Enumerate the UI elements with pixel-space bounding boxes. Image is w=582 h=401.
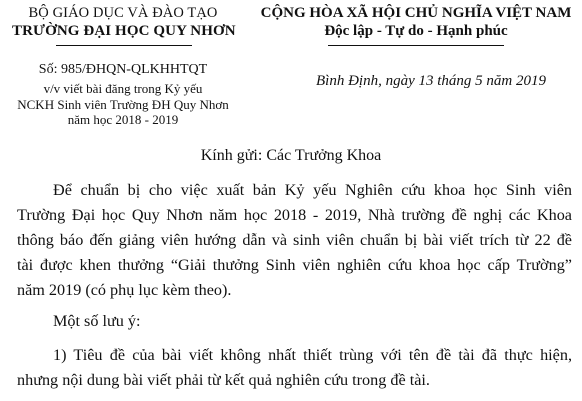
paragraph-line: tài được khen thưởng “Giải thưởng Sinh viên nghiên cứu khoa học cấp Trường” [17,256,572,274]
university-name: TRƯỜNG ĐẠI HỌC QUY NHƠN [12,23,236,39]
republic-name: CỘNG HÒA XÃ HỘI CHỦ NGHĨA VIỆT NAM [260,5,572,21]
national-motto: Độc lập - Tự do - Hạnh phúc [324,23,508,39]
document-subject [12,81,234,128]
university-underline [56,45,192,46]
note-line: nhưng nội dung bài viết phải từ kết quả nghiên cứu trong đề tài. [17,371,430,389]
paragraph-line: năm 2019 (có phụ lục kèm theo). [17,281,232,299]
paragraph-line: Để chuẩn bị cho việc xuất bản Kỷ yếu Nghiên cứu khoa học Sinh viên [53,181,572,199]
motto-underline [328,45,504,46]
subject-line: năm học 2018 - 2019 [67,112,179,127]
salutation: Kính gửi: Các Trưởng Khoa [200,147,382,164]
subject-line: v/v viết bài đăng trong Kỷ yếu [43,81,203,96]
paragraph-line: thông báo đến giảng viên hướng dẫn và sinh viên chuẩn bị bài viết trích từ 22 đề [17,231,572,249]
subject-line: NCKH Sinh viên Trường ĐH Quy Nhơn [17,96,229,112]
note-line: 1) Tiêu đề của bài viết không nhất thiết trùng với tên đề tài đã thực hiện, [53,346,572,364]
document-number: Số: 985/ĐHQN-QLKHHTQT [38,62,208,77]
date-line: Bình Định, ngày 13 tháng 5 năm 2019 [316,73,546,89]
ministry-name: BỘ GIÁO DỤC VÀ ĐÀO TẠO [28,5,218,21]
paragraph-line: Trường Đại học Quy Nhơn năm học 2018 - 2019, Nhà trường đề nghị các Khoa [17,206,572,224]
notes-heading: Một số lưu ý: [53,312,141,330]
